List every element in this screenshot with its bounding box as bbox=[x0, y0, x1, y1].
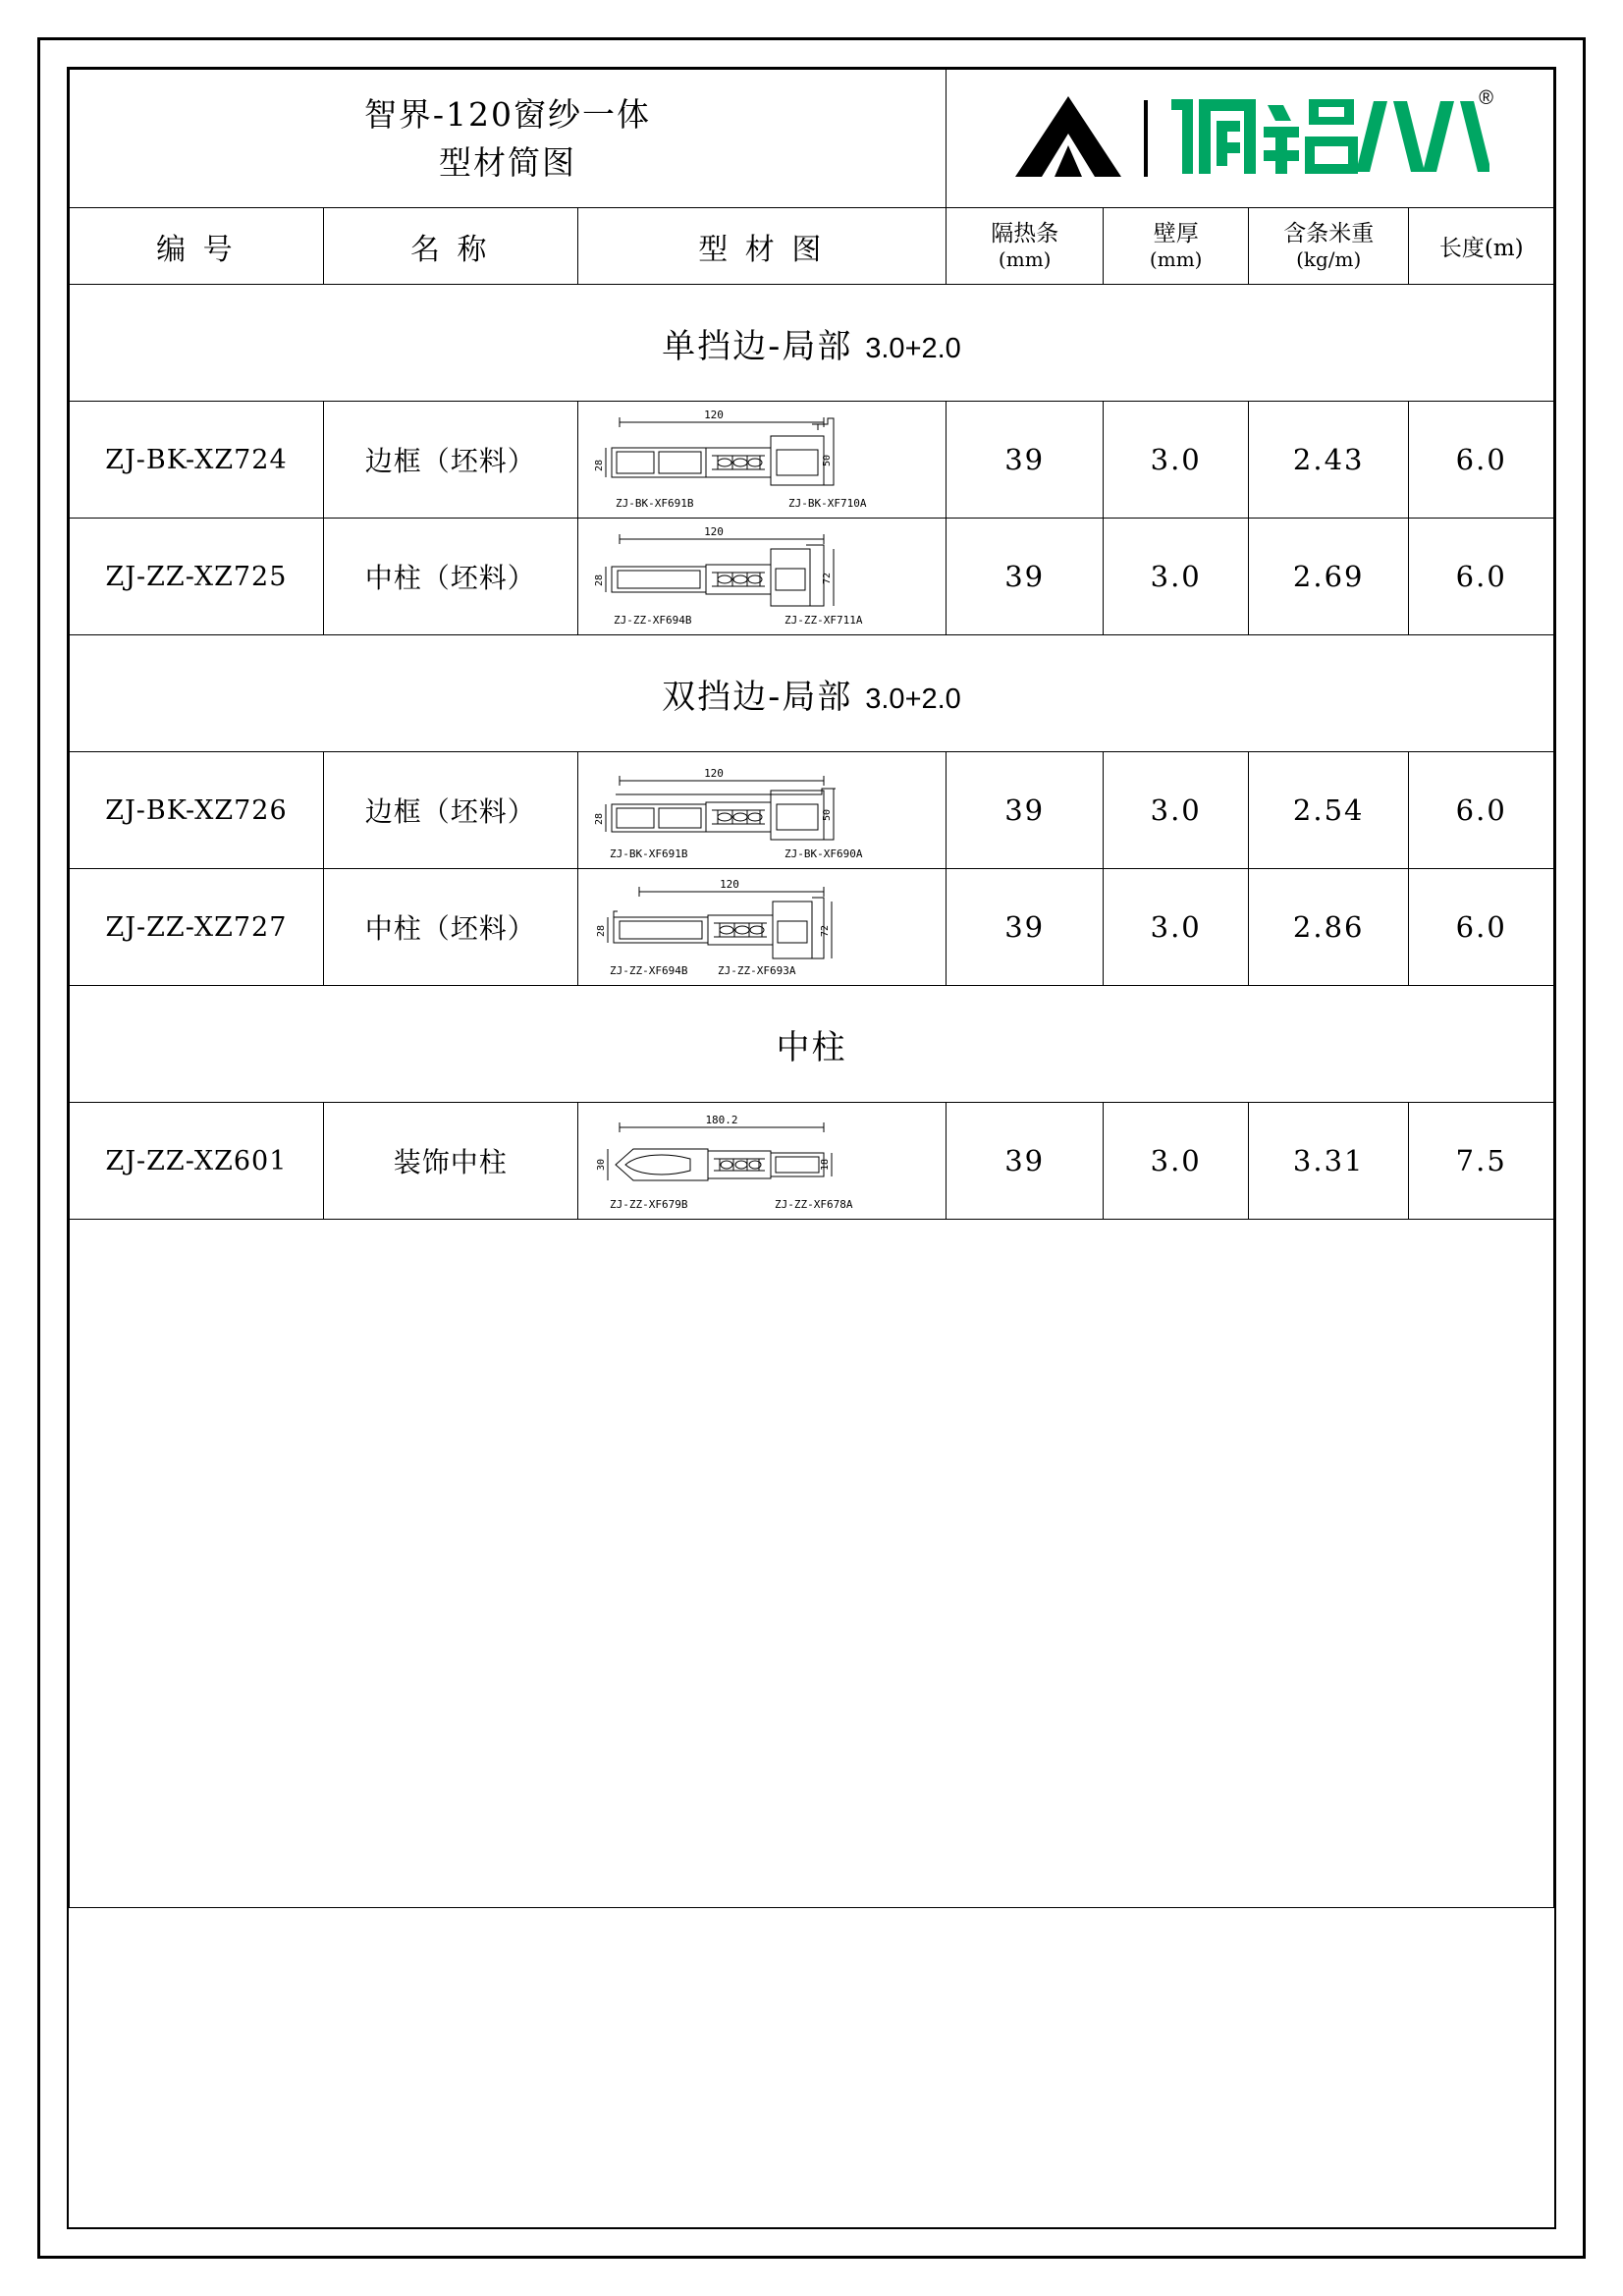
group-label-text: 中柱 bbox=[776, 1027, 847, 1067]
figure-label-left: ZJ-ZZ-XF694B bbox=[613, 614, 692, 627]
group-label-text: 单挡边-局部 bbox=[662, 326, 853, 366]
cell-weight: 2.69 bbox=[1248, 519, 1409, 635]
header-name: 名 称 bbox=[323, 208, 577, 285]
drawing-sheet bbox=[67, 67, 1556, 2229]
title-row bbox=[70, 70, 1554, 208]
cell-weight: 2.86 bbox=[1248, 869, 1409, 986]
header-length: 长度(m) bbox=[1409, 208, 1554, 285]
cell-weight: 2.54 bbox=[1248, 752, 1409, 869]
header-thermal-break bbox=[946, 208, 1104, 285]
svg-text:28: 28 bbox=[593, 812, 605, 826]
svg-text:72: 72 bbox=[821, 572, 833, 585]
cell-wall-thickness: 3.0 bbox=[1104, 519, 1248, 635]
profile-drawing-frame-single bbox=[578, 405, 946, 515]
figure-label-left: ZJ-ZZ-XF679B bbox=[609, 1198, 688, 1211]
header-weight-label: 含条米重 bbox=[1283, 220, 1375, 246]
cell-code: ZJ-ZZ-XZ601 bbox=[70, 1103, 324, 1220]
figure-label-left: ZJ-BK-XF691B bbox=[615, 497, 694, 510]
table-header-row bbox=[70, 208, 1554, 285]
cell-figure bbox=[577, 752, 946, 869]
profile-drawing-decor-mullion bbox=[578, 1106, 946, 1216]
group-label-2 bbox=[70, 986, 1554, 1103]
cell-name: 边框（坯料） bbox=[323, 752, 577, 869]
table-row bbox=[70, 519, 1554, 635]
cell-wall-thickness: 3.0 bbox=[1104, 1103, 1248, 1220]
svg-text:18: 18 bbox=[819, 1158, 831, 1172]
title-line-2: 型材简图 bbox=[438, 143, 576, 182]
title-line-1: 智界-120窗纱一体 bbox=[363, 94, 652, 134]
svg-text:120: 120 bbox=[703, 409, 724, 421]
header-thermal-break-label: 隔热条 bbox=[991, 220, 1059, 246]
blank-area bbox=[70, 1220, 1554, 1908]
table-row bbox=[70, 1103, 1554, 1220]
cell-figure bbox=[577, 402, 946, 519]
profile-drawing-mullion-double bbox=[578, 872, 946, 982]
svg-text:50: 50 bbox=[821, 454, 833, 467]
figure-label-left: ZJ-ZZ-XF694B bbox=[609, 964, 688, 977]
svg-text:120: 120 bbox=[703, 767, 724, 780]
profile-drawing-mullion-single bbox=[578, 521, 946, 631]
cell-weight: 3.31 bbox=[1248, 1103, 1409, 1220]
figure-label-right: ZJ-BK-XF690A bbox=[784, 847, 863, 860]
svg-text:28: 28 bbox=[593, 459, 605, 472]
cell-thermal-break: 39 bbox=[946, 869, 1104, 986]
header-wall-thickness-unit: (mm) bbox=[1149, 247, 1203, 272]
cell-name: 中柱（坯料） bbox=[323, 869, 577, 986]
header-figure: 型 材 图 bbox=[577, 208, 946, 285]
svg-text:72: 72 bbox=[819, 924, 831, 938]
cell-code: ZJ-BK-XZ724 bbox=[70, 402, 324, 519]
svg-text:120: 120 bbox=[703, 525, 724, 538]
group-header-row bbox=[70, 986, 1554, 1103]
cell-figure bbox=[577, 519, 946, 635]
cell-thermal-break: 39 bbox=[946, 752, 1104, 869]
cell-wall-thickness: 3.0 bbox=[1104, 752, 1248, 869]
cell-name: 中柱（坯料） bbox=[323, 519, 577, 635]
svg-text:30: 30 bbox=[595, 1158, 607, 1172]
group-label-text: 双挡边-局部 bbox=[662, 677, 853, 717]
figure-label-right: ZJ-ZZ-XF693A bbox=[717, 964, 796, 977]
figure-label-right: ZJ-BK-XF710A bbox=[787, 497, 867, 510]
group-label-0 bbox=[70, 285, 1554, 402]
table-row bbox=[70, 869, 1554, 986]
svg-text:28: 28 bbox=[593, 574, 605, 587]
cell-figure bbox=[577, 1103, 946, 1220]
cell-length: 6.0 bbox=[1409, 402, 1554, 519]
header-wall-thickness bbox=[1104, 208, 1248, 285]
table-row bbox=[70, 402, 1554, 519]
cell-weight: 2.43 bbox=[1248, 402, 1409, 519]
cell-thermal-break: 39 bbox=[946, 1103, 1104, 1220]
triangle-a-logo-icon bbox=[1010, 94, 1126, 184]
header-code: 编 号 bbox=[70, 208, 324, 285]
cell-wall-thickness: 3.0 bbox=[1104, 869, 1248, 986]
brand-logo bbox=[946, 70, 1553, 208]
cell-wall-thickness: 3.0 bbox=[1104, 402, 1248, 519]
cell-thermal-break: 39 bbox=[946, 402, 1104, 519]
logo-divider bbox=[1144, 100, 1148, 177]
cell-name: 边框（坯料） bbox=[323, 402, 577, 519]
sheet-title bbox=[70, 70, 947, 208]
header-weight-unit: (kg/m) bbox=[1296, 247, 1362, 272]
group-spec-text: 3.0+2.0 bbox=[865, 683, 961, 715]
table-row bbox=[70, 752, 1554, 869]
figure-label-right: ZJ-ZZ-XF711A bbox=[784, 614, 863, 627]
group-header-row bbox=[70, 285, 1554, 402]
group-spec-text: 3.0+2.0 bbox=[865, 332, 961, 364]
svg-text:120: 120 bbox=[719, 878, 739, 891]
cell-code: ZJ-ZZ-XZ727 bbox=[70, 869, 324, 986]
cell-figure bbox=[577, 869, 946, 986]
registered-mark: ® bbox=[1479, 86, 1493, 109]
figure-label-right: ZJ-ZZ-XF678A bbox=[774, 1198, 853, 1211]
cell-length: 6.0 bbox=[1409, 752, 1554, 869]
cell-code: ZJ-BK-XZ726 bbox=[70, 752, 324, 869]
cell-name: 装饰中柱 bbox=[323, 1103, 577, 1220]
brand-wordmark bbox=[1165, 86, 1493, 187]
svg-text:50: 50 bbox=[821, 808, 833, 822]
profile-drawing-frame-double bbox=[578, 755, 946, 865]
profile-table bbox=[69, 69, 1554, 1908]
cell-thermal-break: 39 bbox=[946, 519, 1104, 635]
header-wall-thickness-label: 壁厚 bbox=[1153, 220, 1199, 246]
group-label-1 bbox=[70, 635, 1554, 752]
figure-label-left: ZJ-BK-XF691B bbox=[609, 847, 688, 860]
svg-text:180.2: 180.2 bbox=[705, 1114, 738, 1126]
cell-code: ZJ-ZZ-XZ725 bbox=[70, 519, 324, 635]
header-thermal-break-unit: (mm) bbox=[998, 247, 1052, 272]
svg-text:28: 28 bbox=[595, 924, 607, 938]
blank-area-row bbox=[70, 1220, 1554, 1908]
cell-length: 7.5 bbox=[1409, 1103, 1554, 1220]
cell-length: 6.0 bbox=[1409, 869, 1554, 986]
cell-length: 6.0 bbox=[1409, 519, 1554, 635]
header-weight bbox=[1248, 208, 1409, 285]
group-header-row bbox=[70, 635, 1554, 752]
